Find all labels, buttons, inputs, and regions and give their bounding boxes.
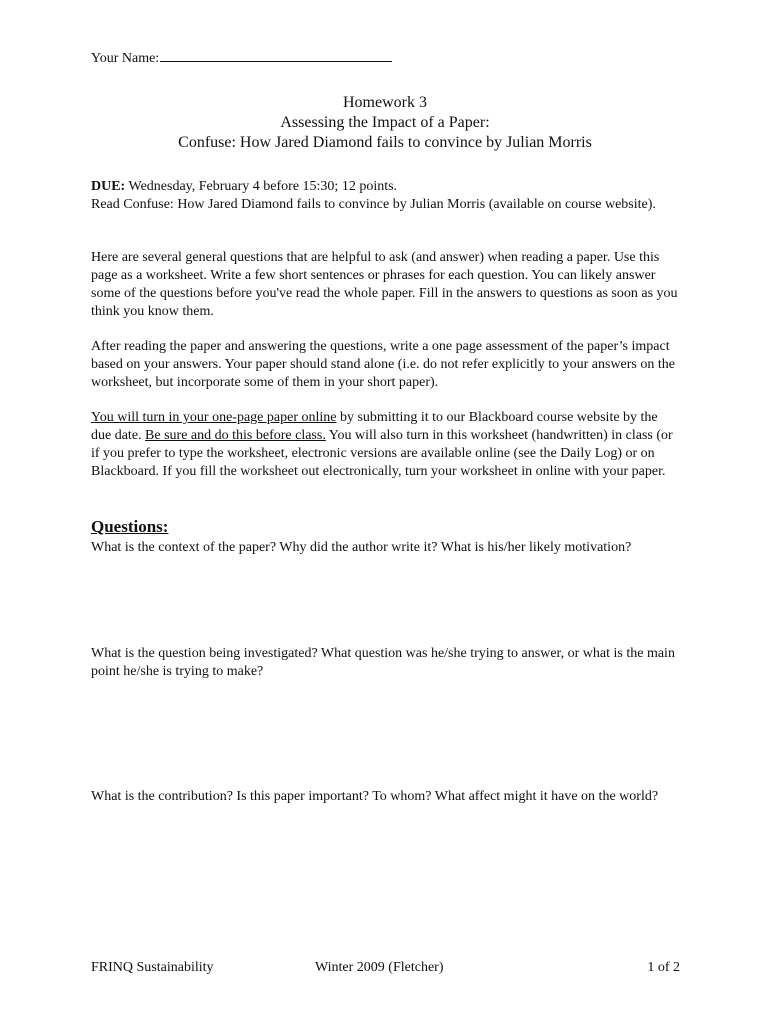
title-paper-name: Confuse: How Jared Diamond fails to convince by Julian Morris: [178, 134, 592, 151]
footer-page-number: 1 of 2: [647, 960, 680, 975]
paragraph-text: [91, 409, 681, 481]
footer-course: FRINQ Sustainability: [91, 960, 214, 975]
paragraph-text: Here are several general questions that are helpful to ask (and answer) when reading a paper. Use this page as a worksheet. Write a few short sentences or phrases for each question. You can likely answer some of the questions before you've read the whole paper. Fill in the answers to questions as soon as you think you know them.: [91, 250, 678, 319]
submission-text-2: You will also turn in this worksheet (handwritten) in class (or if you prefer to type the worksheet, electronic versions are available online (see the Daily Log) or on Blackboard. If you fill the worksheet out electronically, turn your worksheet in online with your paper.: [91, 428, 673, 479]
submission-text-1: by submitting it to our Blackboard course website by the due date.: [91, 410, 658, 443]
paragraph-assessment: [91, 338, 681, 392]
read-line: Read Confuse: How Jared Diamond fails to convince by Julian Morris (available on course website).: [91, 197, 656, 212]
due-label: DUE:: [91, 179, 126, 194]
paragraph-instructions: [91, 249, 681, 321]
name-field-row: [91, 47, 392, 68]
question-contribution: What is the contribution? Is this paper important? To whom? What affect might it have on the world?: [91, 789, 659, 804]
paragraph-submission: [91, 409, 681, 481]
due-line: [91, 178, 681, 196]
paragraph-text: After reading the paper and answering the questions, write a one page assessment of the paper’s impact based on your answers. Your paper should stand alone (i.e. do not refer explicitly to your answers on the worksheet, but incorporate some of them in your short paper).: [91, 339, 675, 390]
due-text: Wednesday, February 4 before 15:30; 12 points.: [125, 179, 398, 194]
question-investigated: What is the question being investigated? What question was he/she trying to answer, or what is the main point he/she is trying to make?: [91, 646, 675, 679]
online-turn-in-note: You will turn in your one-page paper online: [91, 410, 337, 425]
title-block: [0, 93, 770, 153]
name-label: Your Name:: [91, 51, 160, 66]
due-block: [91, 178, 681, 214]
question-context: What is the context of the paper? Why did the author write it? What is his/her likely motivation?: [91, 540, 632, 555]
footer-term: Winter 2009 (Fletcher): [315, 960, 444, 975]
title-homework: Homework 3: [343, 94, 427, 111]
name-blank-line[interactable]: [160, 47, 392, 62]
questions-heading: Questions:: [91, 517, 169, 536]
before-class-note: Be sure and do this before class.: [145, 428, 326, 443]
title-assessing: Assessing the Impact of a Paper:: [280, 114, 490, 131]
